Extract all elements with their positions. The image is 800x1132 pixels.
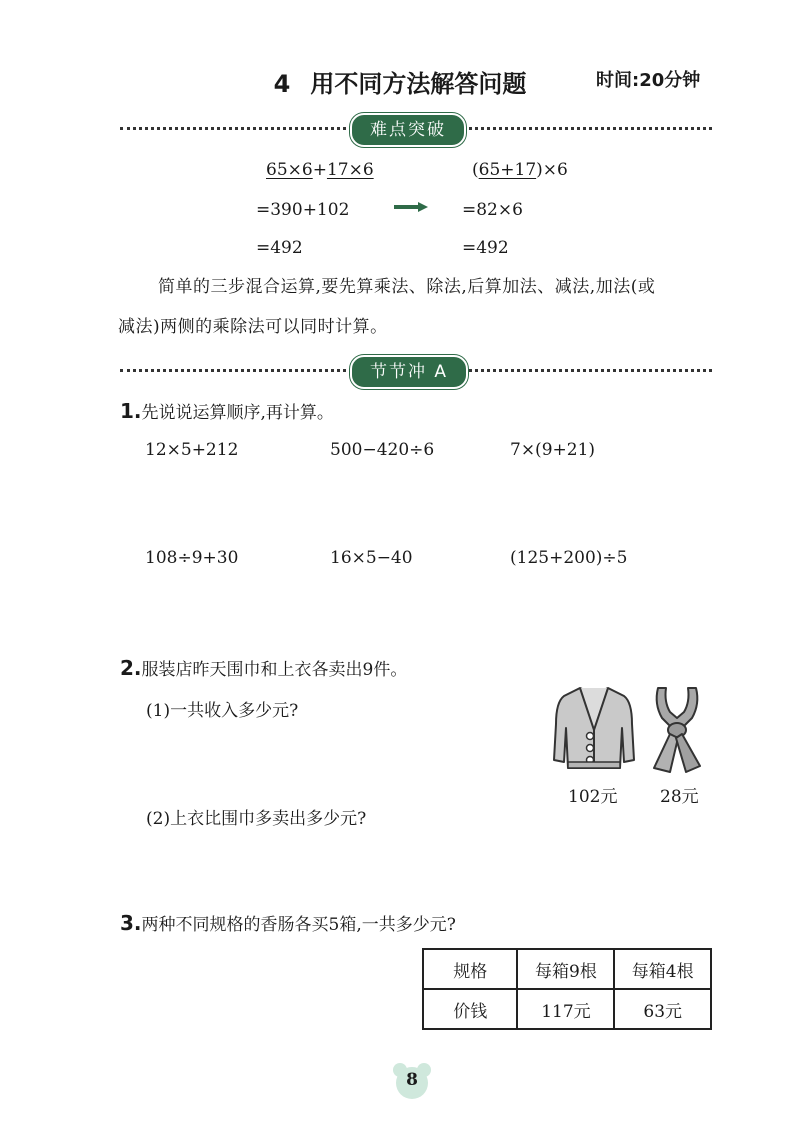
calc-item: (125+200)÷5 xyxy=(510,548,628,568)
example-left-step-3: =492 xyxy=(256,238,303,258)
page-number-text: 8 xyxy=(406,1070,418,1090)
explanation-line-1: 简单的三步混合运算,要先算乘法、除法,后算加法、减法,加法(或 xyxy=(158,277,656,297)
table-cell: 价钱 xyxy=(423,989,517,1029)
right-arrow-icon xyxy=(394,202,428,212)
calc-item: 500−420÷6 xyxy=(330,440,435,460)
table-header-cell: 每箱9根 xyxy=(517,949,614,989)
lesson-title: 用不同方法解答问题 xyxy=(310,70,527,98)
jacket-icon xyxy=(552,684,636,772)
section-badge-breakthrough: 难点突破 xyxy=(350,113,466,147)
example-left-step-2: =390+102 xyxy=(256,200,350,220)
sub-question-1: (1)一共收入多少元? xyxy=(146,701,299,721)
question-text: 服装店昨天围巾和上衣各卖出9件。 xyxy=(141,660,408,680)
price-table xyxy=(422,948,712,1030)
underlined-term: 65×6 xyxy=(266,160,313,180)
table-cell: 117元 xyxy=(517,989,614,1029)
section-badge-practice: 节节冲 A xyxy=(350,355,468,389)
time-label: 时间:20分钟 xyxy=(596,70,701,91)
explanation-line-2: 减法)两侧的乘除法可以同时计算。 xyxy=(118,317,388,337)
scarf-price: 28元 xyxy=(660,787,699,807)
underlined-term: 65+17 xyxy=(478,160,537,180)
example-right-step-2: =82×6 xyxy=(462,200,523,220)
example-right-step-1: (65+17)×6 xyxy=(472,160,568,180)
calc-item: 12×5+212 xyxy=(145,440,239,460)
calc-item: 108÷9+30 xyxy=(145,548,239,568)
example-right-step-3: =492 xyxy=(462,238,509,258)
scarf-icon xyxy=(648,684,706,774)
lesson-number: 4 xyxy=(273,70,291,98)
sub-question-2: (2)上衣比围巾多卖出多少元? xyxy=(146,809,367,829)
question-number: 3. xyxy=(120,911,142,935)
table-header-cell: 每箱4根 xyxy=(614,949,711,989)
page-number xyxy=(390,1060,434,1100)
table-row xyxy=(423,949,711,989)
table-row xyxy=(423,989,711,1029)
table-header-cell: 规格 xyxy=(423,949,517,989)
question-number: 2. xyxy=(120,656,142,680)
question-text: 先说说运算顺序,再计算。 xyxy=(141,403,334,423)
example-left-step-1: 65×6+17×6 xyxy=(266,160,374,180)
jacket-price: 102元 xyxy=(568,787,618,807)
question-number: 1. xyxy=(120,399,142,423)
table-cell: 63元 xyxy=(614,989,711,1029)
underlined-term: 17×6 xyxy=(326,160,374,180)
question-1 xyxy=(120,398,334,423)
question-2 xyxy=(120,655,407,680)
question-text: 两种不同规格的香肠各买5箱,一共多少元? xyxy=(141,915,456,935)
calc-item: 7×(9+21) xyxy=(510,440,596,460)
question-3 xyxy=(120,910,456,935)
calc-item: 16×5−40 xyxy=(330,548,413,568)
